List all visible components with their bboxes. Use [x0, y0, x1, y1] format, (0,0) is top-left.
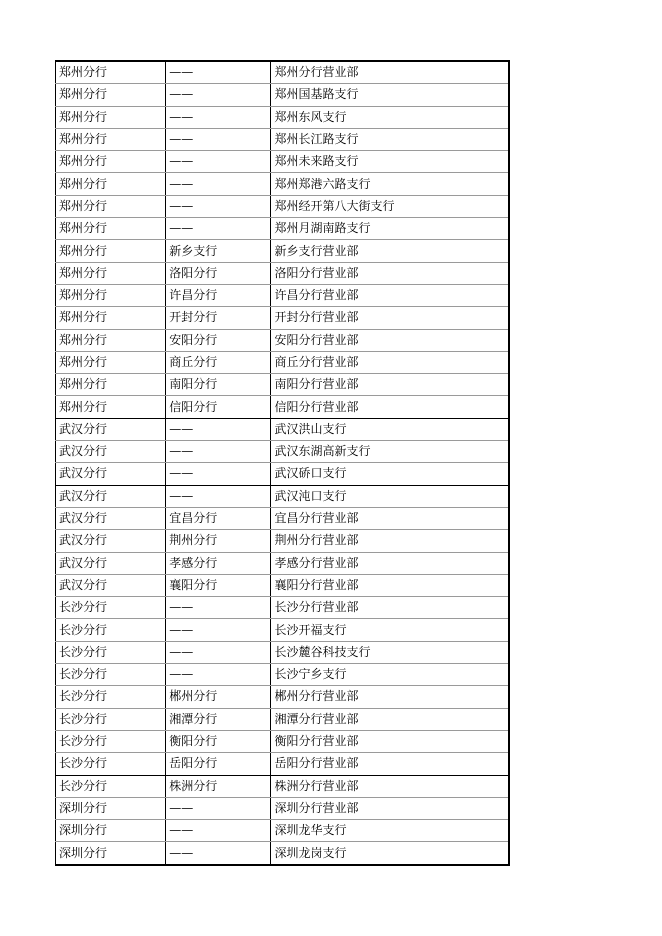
table-row [56, 485, 510, 507]
cell-branch[interactable]: 郑州分行 [56, 396, 166, 418]
cell-sub-branch[interactable]: —— [166, 664, 271, 686]
cell-branch[interactable]: 郑州分行 [56, 128, 166, 150]
cell-office[interactable]: 郑州分行营业部 [271, 61, 509, 84]
cell-sub-branch[interactable]: 新乡支行 [166, 240, 271, 262]
table-row [56, 820, 510, 842]
table-row [56, 708, 510, 730]
cell-branch[interactable]: 长沙分行 [56, 730, 166, 752]
cell-branch[interactable]: 郑州分行 [56, 284, 166, 306]
cell-sub-branch[interactable]: —— [166, 218, 271, 240]
cell-sub-branch[interactable]: 商丘分行 [166, 351, 271, 373]
table-row [56, 530, 510, 552]
cell-sub-branch[interactable]: 宜昌分行 [166, 507, 271, 529]
cell-branch[interactable]: 郑州分行 [56, 195, 166, 217]
cell-branch[interactable]: 郑州分行 [56, 262, 166, 284]
table-row [56, 797, 510, 819]
cell-office[interactable]: 安阳分行营业部 [271, 329, 509, 351]
cell-branch[interactable]: 长沙分行 [56, 597, 166, 619]
cell-office[interactable]: 深圳龙华支行 [271, 820, 509, 842]
table-row [56, 574, 510, 596]
cell-branch[interactable]: 深圳分行 [56, 842, 166, 865]
cell-office[interactable]: 郴州分行营业部 [271, 686, 509, 708]
cell-office[interactable]: 深圳分行营业部 [271, 797, 509, 819]
table-row [56, 106, 510, 128]
cell-office[interactable]: 孝感分行营业部 [271, 552, 509, 574]
cell-branch[interactable]: 武汉分行 [56, 441, 166, 463]
cell-office[interactable]: 新乡支行营业部 [271, 240, 509, 262]
cell-office[interactable]: 郑州未来路支行 [271, 151, 509, 173]
cell-sub-branch[interactable]: 洛阳分行 [166, 262, 271, 284]
cell-branch[interactable]: 长沙分行 [56, 664, 166, 686]
cell-sub-branch[interactable]: —— [166, 441, 271, 463]
cell-branch[interactable]: 武汉分行 [56, 530, 166, 552]
cell-office[interactable]: 衡阳分行营业部 [271, 730, 509, 752]
table-row [56, 329, 510, 351]
cell-sub-branch[interactable]: 南阳分行 [166, 374, 271, 396]
table-row [56, 84, 510, 106]
cell-office[interactable]: 郑州长江路支行 [271, 128, 509, 150]
cell-branch[interactable]: 武汉分行 [56, 463, 166, 485]
cell-sub-branch[interactable]: 许昌分行 [166, 284, 271, 306]
cell-branch[interactable]: 郑州分行 [56, 240, 166, 262]
cell-sub-branch[interactable]: —— [166, 173, 271, 195]
table-row [56, 507, 510, 529]
cell-branch[interactable]: 郑州分行 [56, 307, 166, 329]
cell-sub-branch[interactable]: —— [166, 84, 271, 106]
cell-office[interactable]: 岳阳分行营业部 [271, 753, 509, 775]
table-row [56, 396, 510, 418]
table-row [56, 418, 510, 440]
cell-office[interactable]: 郑州郑港六路支行 [271, 173, 509, 195]
cell-branch[interactable]: 长沙分行 [56, 686, 166, 708]
cell-branch[interactable]: 武汉分行 [56, 574, 166, 596]
cell-branch[interactable]: 郑州分行 [56, 61, 166, 84]
cell-branch[interactable]: 长沙分行 [56, 641, 166, 663]
cell-branch[interactable]: 长沙分行 [56, 619, 166, 641]
table-row [56, 218, 510, 240]
cell-sub-branch[interactable]: —— [166, 619, 271, 641]
table-row [56, 61, 510, 84]
cell-office[interactable]: 信阳分行营业部 [271, 396, 509, 418]
table-row [56, 173, 510, 195]
table-row [56, 730, 510, 752]
cell-branch[interactable]: 深圳分行 [56, 797, 166, 819]
cell-sub-branch[interactable]: —— [166, 842, 271, 865]
table-row [56, 307, 510, 329]
cell-sub-branch[interactable]: 开封分行 [166, 307, 271, 329]
cell-office[interactable]: 郑州东风支行 [271, 106, 509, 128]
cell-sub-branch[interactable]: 岳阳分行 [166, 753, 271, 775]
cell-sub-branch[interactable]: 株洲分行 [166, 775, 271, 797]
cell-office[interactable]: 宜昌分行营业部 [271, 507, 509, 529]
cell-office[interactable]: 武汉东湖高新支行 [271, 441, 509, 463]
cell-office[interactable]: 长沙宁乡支行 [271, 664, 509, 686]
table-row [56, 597, 510, 619]
cell-sub-branch[interactable]: —— [166, 463, 271, 485]
cell-branch[interactable]: 郑州分行 [56, 351, 166, 373]
table-row [56, 195, 510, 217]
cell-sub-branch[interactable]: 信阳分行 [166, 396, 271, 418]
cell-sub-branch[interactable]: 襄阳分行 [166, 574, 271, 596]
table-row [56, 262, 510, 284]
cell-branch[interactable]: 郑州分行 [56, 374, 166, 396]
cell-sub-branch[interactable]: 湘潭分行 [166, 708, 271, 730]
cell-sub-branch[interactable]: —— [166, 151, 271, 173]
cell-office[interactable]: 武汉硚口支行 [271, 463, 509, 485]
cell-office[interactable]: 襄阳分行营业部 [271, 574, 509, 596]
cell-office[interactable]: 郑州月湖南路支行 [271, 218, 509, 240]
cell-sub-branch[interactable]: 孝感分行 [166, 552, 271, 574]
cell-office[interactable]: 洛阳分行营业部 [271, 262, 509, 284]
table-row [56, 351, 510, 373]
table-row [56, 753, 510, 775]
cell-office[interactable]: 荆州分行营业部 [271, 530, 509, 552]
cell-branch[interactable]: 武汉分行 [56, 485, 166, 507]
cell-branch[interactable]: 武汉分行 [56, 507, 166, 529]
cell-sub-branch[interactable]: —— [166, 106, 271, 128]
cell-branch[interactable]: 郑州分行 [56, 218, 166, 240]
table-row [56, 552, 510, 574]
cell-branch[interactable]: 郑州分行 [56, 151, 166, 173]
table-row [56, 240, 510, 262]
cell-office[interactable]: 郑州经开第八大街支行 [271, 195, 509, 217]
cell-sub-branch[interactable]: —— [166, 61, 271, 84]
table-row [56, 374, 510, 396]
cell-office[interactable]: 长沙开福支行 [271, 619, 509, 641]
table-row [56, 686, 510, 708]
table-row [56, 463, 510, 485]
table-row [56, 151, 510, 173]
table-row [56, 775, 510, 797]
cell-office[interactable]: 株洲分行营业部 [271, 775, 509, 797]
cell-sub-branch[interactable]: —— [166, 128, 271, 150]
cell-branch[interactable]: 郑州分行 [56, 84, 166, 106]
cell-branch[interactable]: 郑州分行 [56, 106, 166, 128]
cell-branch[interactable]: 武汉分行 [56, 418, 166, 440]
cell-branch[interactable]: 长沙分行 [56, 708, 166, 730]
cell-office[interactable]: 郑州国基路支行 [271, 84, 509, 106]
table-row [56, 128, 510, 150]
cell-branch[interactable]: 深圳分行 [56, 820, 166, 842]
cell-branch[interactable]: 武汉分行 [56, 552, 166, 574]
table-row [56, 641, 510, 663]
cell-branch[interactable]: 长沙分行 [56, 753, 166, 775]
cell-sub-branch[interactable]: 安阳分行 [166, 329, 271, 351]
branch-table [55, 60, 510, 866]
cell-branch[interactable]: 郑州分行 [56, 173, 166, 195]
cell-office[interactable]: 长沙分行营业部 [271, 597, 509, 619]
cell-office[interactable]: 商丘分行营业部 [271, 351, 509, 373]
cell-sub-branch[interactable]: —— [166, 820, 271, 842]
cell-office[interactable]: 深圳龙岗支行 [271, 842, 509, 865]
cell-office[interactable]: 武汉洪山支行 [271, 418, 509, 440]
table-row [56, 619, 510, 641]
cell-sub-branch[interactable]: —— [166, 195, 271, 217]
table-row [56, 284, 510, 306]
cell-sub-branch[interactable]: —— [166, 797, 271, 819]
cell-office[interactable]: 长沙麓谷科技支行 [271, 641, 509, 663]
cell-sub-branch[interactable]: —— [166, 418, 271, 440]
table-row [56, 842, 510, 865]
cell-office[interactable]: 湘潭分行营业部 [271, 708, 509, 730]
cell-office[interactable]: 南阳分行营业部 [271, 374, 509, 396]
cell-branch[interactable]: 长沙分行 [56, 775, 166, 797]
cell-sub-branch[interactable]: —— [166, 485, 271, 507]
cell-sub-branch[interactable]: —— [166, 597, 271, 619]
branch-table-body [56, 61, 510, 865]
cell-sub-branch[interactable]: 郴州分行 [166, 686, 271, 708]
cell-sub-branch[interactable]: —— [166, 641, 271, 663]
cell-office[interactable]: 许昌分行营业部 [271, 284, 509, 306]
cell-office[interactable]: 武汉沌口支行 [271, 485, 509, 507]
cell-office[interactable]: 开封分行营业部 [271, 307, 509, 329]
cell-sub-branch[interactable]: 衡阳分行 [166, 730, 271, 752]
table-row [56, 664, 510, 686]
table-row [56, 441, 510, 463]
cell-branch[interactable]: 郑州分行 [56, 329, 166, 351]
cell-sub-branch[interactable]: 荆州分行 [166, 530, 271, 552]
